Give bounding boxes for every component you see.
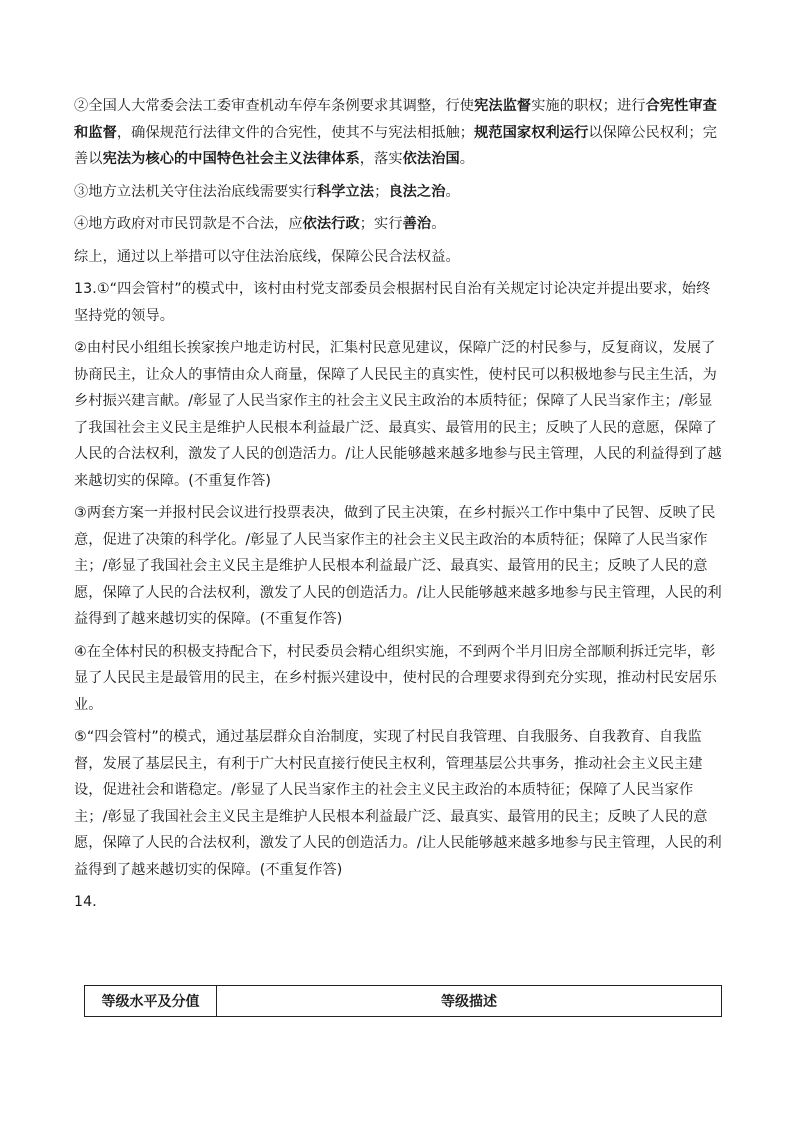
text-span: 实施的职权；进行 bbox=[531, 98, 646, 114]
text-span: 。 bbox=[459, 151, 475, 167]
bold-keyword: 良法之治 bbox=[388, 183, 446, 200]
text-span: ，应 bbox=[274, 216, 303, 232]
q13-point-2: ②由村民小组组长挨家挨户地走访村民，汇集村民意见建议，保障广泛的村民参与，反复商议，发展了协商民主，让众人的事情由众人商量，保障了人民民主的真实性，使村民可以积极地参与民主生活，为乡村振兴建言献。/彰显了人民当家作主的社会主义民主政治的本质特征；保障了人民当家作主；/彰显了我国社会主义民主是维护人民根本利益最广泛、最真实、最管用的民主；反映了人民的意愿，保障了人民的合法权利，激发了人民的创造活力。/让人民能够越来越多地参与民主管理，人民的利益得到了越来越切实的保障。(不重复作答) bbox=[74, 340, 722, 489]
q13-point-5: ⑤“四会管村”的模式，通过基层群众自治制度，实现了村民自我管理、自我服务、自我教育、自我监督，发展了基层民主，有利于广大村民直接行使民主权利，管理基层公共事务，推动社会主义民主建设，促进社会和谐稳定。/彰显了人民当家作主的社会主义民主政治的本质特征；保障了人民当家作主；/彰显了我国社会主义民主是维护人民根本利益最广泛、最真实、最管用的民主；反映了人民的意愿，保障了人民的合法权利，激发了人民的创造活力。/让人民能够越来越多地参与民主管理，人民的利益得到了越来越切实的保障。(不重复作答) bbox=[74, 729, 722, 878]
text-span: 需要实行 bbox=[259, 183, 317, 200]
table-header-level: 等级水平及分值 bbox=[85, 986, 217, 1017]
bold-keyword: 合宪性审查和监督 bbox=[74, 98, 717, 141]
text-span: ；实行 bbox=[359, 216, 403, 232]
table-header-row bbox=[85, 986, 722, 1017]
question-14-number: 14． bbox=[74, 894, 107, 910]
text-span: ③地方立法机关守住法治底线 bbox=[74, 183, 260, 200]
q13-point-1: 13.①“四会管村”的模式中，该村由村党支部委员会根据村民自治有关规定讨论决定并提出要求，始终坚持党的领导。 bbox=[74, 281, 711, 324]
paragraph-3 bbox=[74, 179, 724, 206]
paragraph-4 bbox=[74, 211, 724, 238]
bold-keyword: 宪法监督 bbox=[474, 98, 532, 114]
answer-content bbox=[74, 93, 724, 916]
text-span: ，确保规范行法律文件的合宪性，使其不与宪法相抵触； bbox=[116, 124, 475, 141]
summary-line: 综上，通过以上举措可以守住法治底线，保障公民合法权益。 bbox=[74, 248, 460, 265]
paragraph-2 bbox=[74, 93, 724, 173]
bold-keyword: 依法行政 bbox=[302, 216, 360, 232]
bold-keyword: 善治 bbox=[402, 216, 432, 232]
bold-keyword: 依法治国 bbox=[402, 151, 460, 167]
text-span: ②全国人大常委会法工委审查机动车停车条例要求其调整， bbox=[74, 98, 446, 114]
text-span: ④地方政府对市民罚款是不合法 bbox=[74, 216, 275, 232]
text-span: 。 bbox=[445, 183, 460, 200]
grading-table bbox=[84, 985, 722, 1017]
text-span: ，落实 bbox=[359, 151, 403, 167]
text-span: 行使 bbox=[445, 98, 475, 114]
text-span: 以保障公民权利；完善以 bbox=[74, 124, 717, 167]
text-span: ； bbox=[374, 183, 389, 200]
bold-keyword: 规范国家权利运行 bbox=[474, 124, 589, 141]
bold-keyword: 科学立法 bbox=[316, 183, 375, 200]
table-header-description: 等级描述 bbox=[217, 986, 722, 1017]
q13-point-4: ④在全体村民的积极支持配合下，村民委员会精心组织实施，不到两个半月旧房全部顺利拆迁完毕，彰显了人民民主是最管用的民主，在乡村振兴建设中，使村民的合理要求得到充分实现，推动村民安居乐业。 bbox=[74, 643, 717, 713]
bold-keyword: 宪法为核心的中国特色社会主义法律体系 bbox=[102, 151, 360, 167]
text-span: 。 bbox=[431, 216, 446, 232]
q13-point-3: ③两套方案一并报村民会议进行投票表决，做到了民主决策，在乡村振兴工作中集中了民智、反映了民意，促进了决策的科学化。/彰显了人民当家作主的社会主义民主政治的本质特征；保障了人民当家作主；/彰显了我国社会主义民主是维护人民根本利益最广泛、最真实、最管用的民主；反映了人民的意愿，保障了人民的合法权利，激发了人民的创造活力。/让人民能够越来越多地参与民主管理，人民的利益得到了越来越切实的保障。(不重复作答) bbox=[74, 505, 722, 627]
